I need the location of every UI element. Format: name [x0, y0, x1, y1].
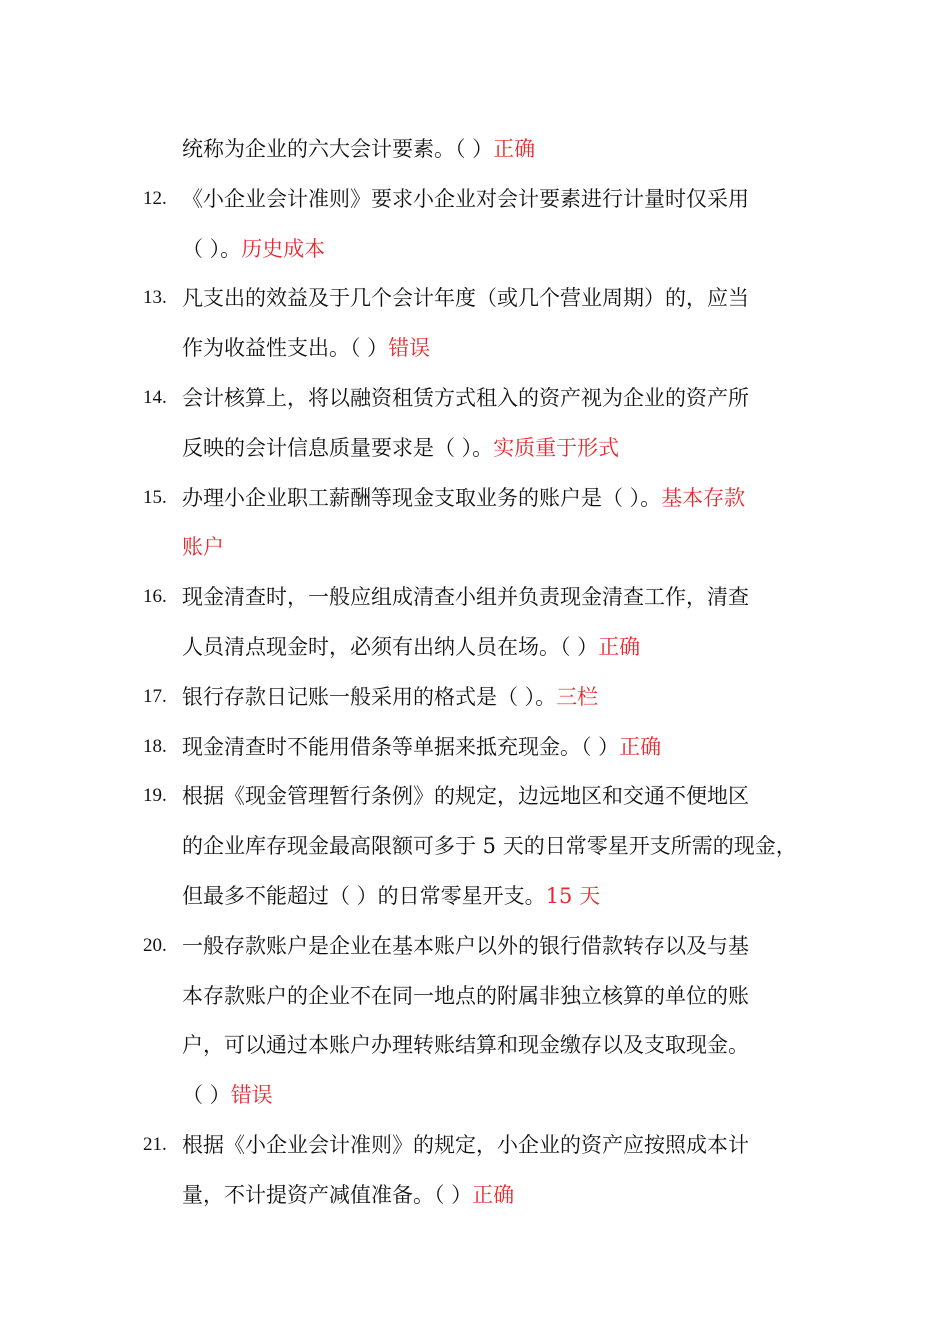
question-line [182, 1080, 273, 1110]
question-line [182, 333, 430, 363]
answer-text: 正确 [619, 735, 662, 759]
answer-text: 错误 [230, 1083, 273, 1107]
question-text: 户，可以通过本账户办理转账结算和现金缴存以及支取现金。 [182, 1033, 749, 1057]
answer-text: 15 天 [545, 884, 601, 908]
question-line [182, 831, 797, 861]
question-text: 《小企业会计准则》要求小企业对会计要素进行计量时仅采用 [182, 187, 749, 211]
question-text: 凡支出的效益及于几个会计年度（或几个营业周期）的，应当 [182, 286, 749, 310]
item-number: 20. [143, 935, 167, 956]
item-number: 19. [143, 785, 167, 806]
question-line [182, 1130, 749, 1160]
question-text: 作为收益性支出。（ ） [182, 336, 389, 360]
question-line [182, 134, 535, 164]
question-text: 现金清查时，一般应组成清查小组并负责现金清查工作，清查 [182, 585, 749, 609]
question-text: 根据《现金管理暂行条例》的规定，边远地区和交通不便地区 [182, 784, 749, 808]
question-text: 办理小企业职工薪酬等现金支取业务的账户是（ ）。 [182, 486, 662, 510]
item-number: 13. [143, 287, 167, 308]
question-line [182, 1030, 749, 1060]
question-text: 本存款账户的企业不在同一地点的附属非独立核算的单位的账 [182, 984, 749, 1008]
answer-text: 三栏 [556, 685, 599, 709]
question-line [182, 283, 749, 313]
answer-text: 正确 [493, 137, 536, 161]
question-text: 一般存款账户是企业在基本账户以外的银行借款转存以及与基 [182, 934, 749, 958]
answer-text: 实质重于形式 [493, 436, 620, 460]
question-text: 根据《小企业会计准则》的规定，小企业的资产应按照成本计 [182, 1133, 749, 1157]
question-line [182, 383, 749, 413]
answer-text: 账户 [182, 535, 224, 559]
question-text: 银行存款日记账一般采用的格式是（ ）。 [182, 685, 557, 709]
question-line [182, 433, 619, 463]
question-line [182, 781, 749, 811]
question-line [182, 582, 749, 612]
question-line [182, 184, 749, 214]
answer-text: 基本存款 [661, 486, 746, 510]
question-text: 反映的会计信息质量要求是（ ）。 [182, 436, 494, 460]
answer-text: 错误 [388, 336, 431, 360]
question-text: 现金清查时不能用借条等单据来抵充现金。（ ） [182, 735, 620, 759]
item-number: 12. [143, 188, 167, 209]
answer-text: 正确 [472, 1183, 515, 1207]
question-line [182, 981, 749, 1011]
item-number: 16. [143, 586, 167, 607]
answer-text: 正确 [598, 635, 641, 659]
item-number: 18. [143, 736, 167, 757]
question-line [182, 532, 224, 562]
question-text: 量，不计提资产减值准备。（ ） [182, 1183, 473, 1207]
item-number: 15. [143, 487, 167, 508]
question-line [182, 1180, 514, 1210]
question-line [182, 881, 600, 911]
question-text: 的企业库存现金最高限额可多于 5 天的日常零星开支所需的现金， [182, 834, 797, 858]
question-line [182, 732, 661, 762]
question-text: 统称为企业的六大会计要素。（ ） [182, 137, 494, 161]
item-number: 17. [143, 686, 167, 707]
question-line [182, 234, 325, 264]
question-text: 会计核算上，将以融资租赁方式租入的资产视为企业的资产所 [182, 386, 749, 410]
question-text: 但最多不能超过（ ）的日常零星开支。 [182, 884, 546, 908]
answer-text: 历史成本 [241, 237, 326, 261]
question-line [182, 632, 640, 662]
question-line [182, 682, 598, 712]
item-number: 14. [143, 387, 167, 408]
question-text: （ ） [182, 1083, 231, 1107]
question-text: 人员清点现金时，必须有出纳人员在场。（ ） [182, 635, 599, 659]
item-number: 21. [143, 1134, 167, 1155]
question-line [182, 931, 749, 961]
question-text: （ ）。 [182, 237, 242, 261]
question-line [182, 483, 745, 513]
